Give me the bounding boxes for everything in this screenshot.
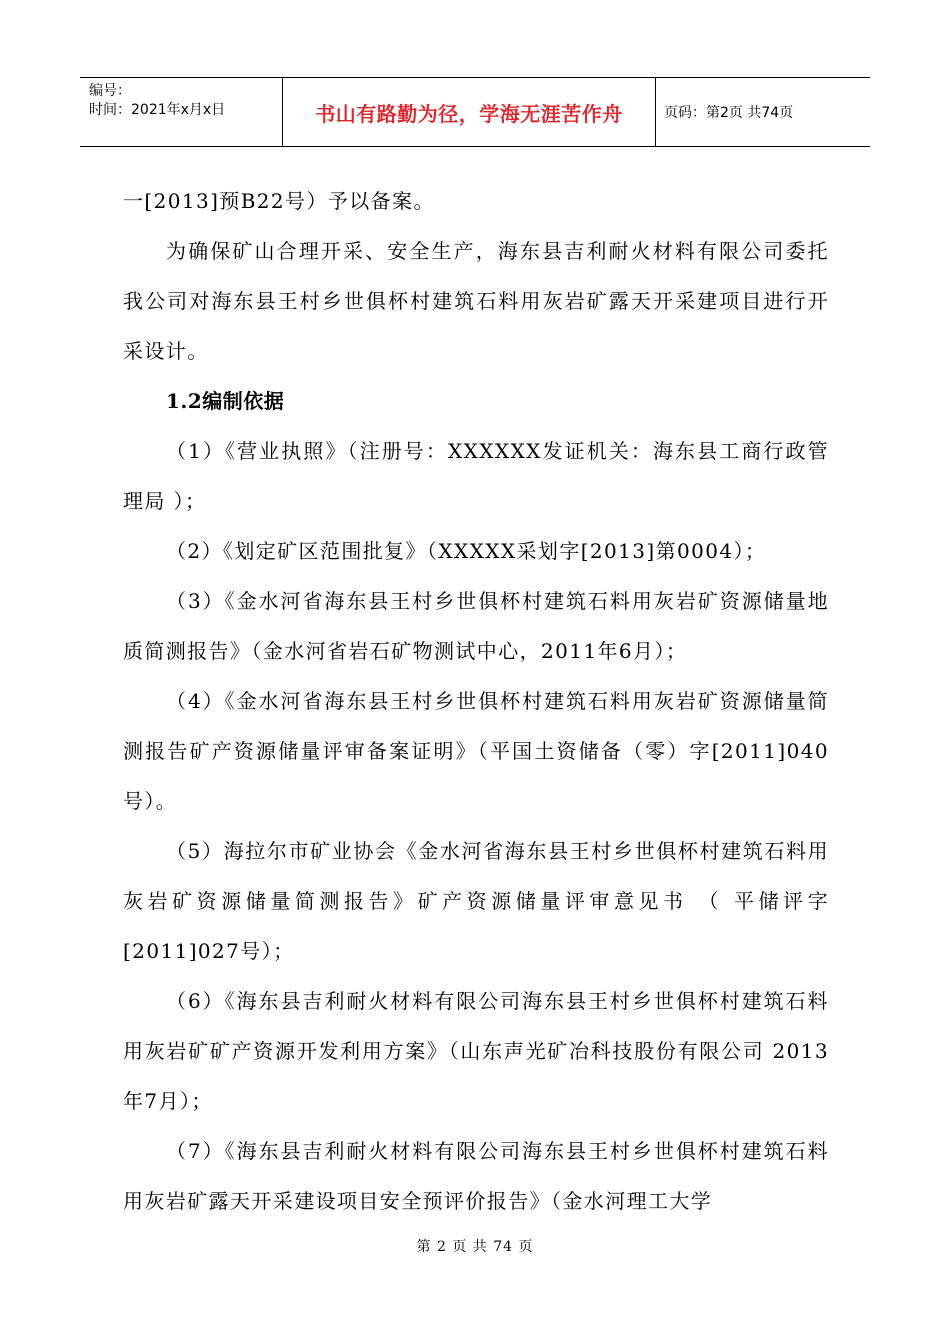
list-item: （4）《金水河省海东县王村乡世俱杯村建筑石料用灰岩矿资源储量简测报告矿产资源储量评审备案证明》（平国土资储备（零）字[2011]040号）。 [123, 689, 829, 813]
list-item: （5）海拉尔市矿业协会《金水河省海东县王村乡世俱杯村建筑石料用灰岩矿资源储量简测报告》矿产资源储量评审意见书 （ 平储评字[2011]027号）； [123, 839, 829, 963]
page-header [80, 77, 870, 147]
document-date: 时间：2021年x月x日 [89, 102, 226, 118]
paragraph-intro: 为确保矿山合理开采、安全生产，海东县吉利耐火材料有限公司委托我公司对海东县王村乡世俱杯村建筑石料用灰岩矿露天开采建项目进行开采设计。 [123, 239, 829, 363]
document-number-label: 编号： [89, 83, 131, 99]
list-item: （2）《划定矿区范围批复》（XXXXX采划字[2013]第0004）； [166, 539, 767, 563]
document-body [123, 176, 829, 1226]
header-motto: 书山有路勤为径，学海无涯苦作舟 [283, 78, 656, 146]
list-item: （1）《营业执照》（注册号：XXXXXX发证机关：海东县工商行政管理局 ）； [123, 439, 829, 513]
page-footer: 第 2 页 共 74 页 [416, 1239, 534, 1255]
list-item: （6）《海东县吉利耐火材料有限公司海东县王村乡世俱杯村建筑石料用灰岩矿矿产资源开发利用方案》（山东声光矿冶科技股份有限公司 2013年7月）； [123, 989, 829, 1113]
header-meta [80, 78, 283, 146]
section-heading: 1.2编制依据 [166, 389, 285, 413]
list-item: （3）《金水河省海东县王村乡世俱杯村建筑石料用灰岩矿资源储量地质简测报告》（金水河省岩石矿物测试中心，2011年6月）； [123, 589, 829, 663]
header-page-info: 页码：第2页 共74页 [664, 105, 794, 121]
list-item: （7）《海东县吉利耐火材料有限公司海东县王村乡世俱杯村建筑石料用灰岩矿露天开采建设项目安全预评价报告》（金水河理工大学 [123, 1139, 829, 1213]
paragraph-continuation: 一[2013]预B22号）予以备案。 [123, 189, 435, 213]
